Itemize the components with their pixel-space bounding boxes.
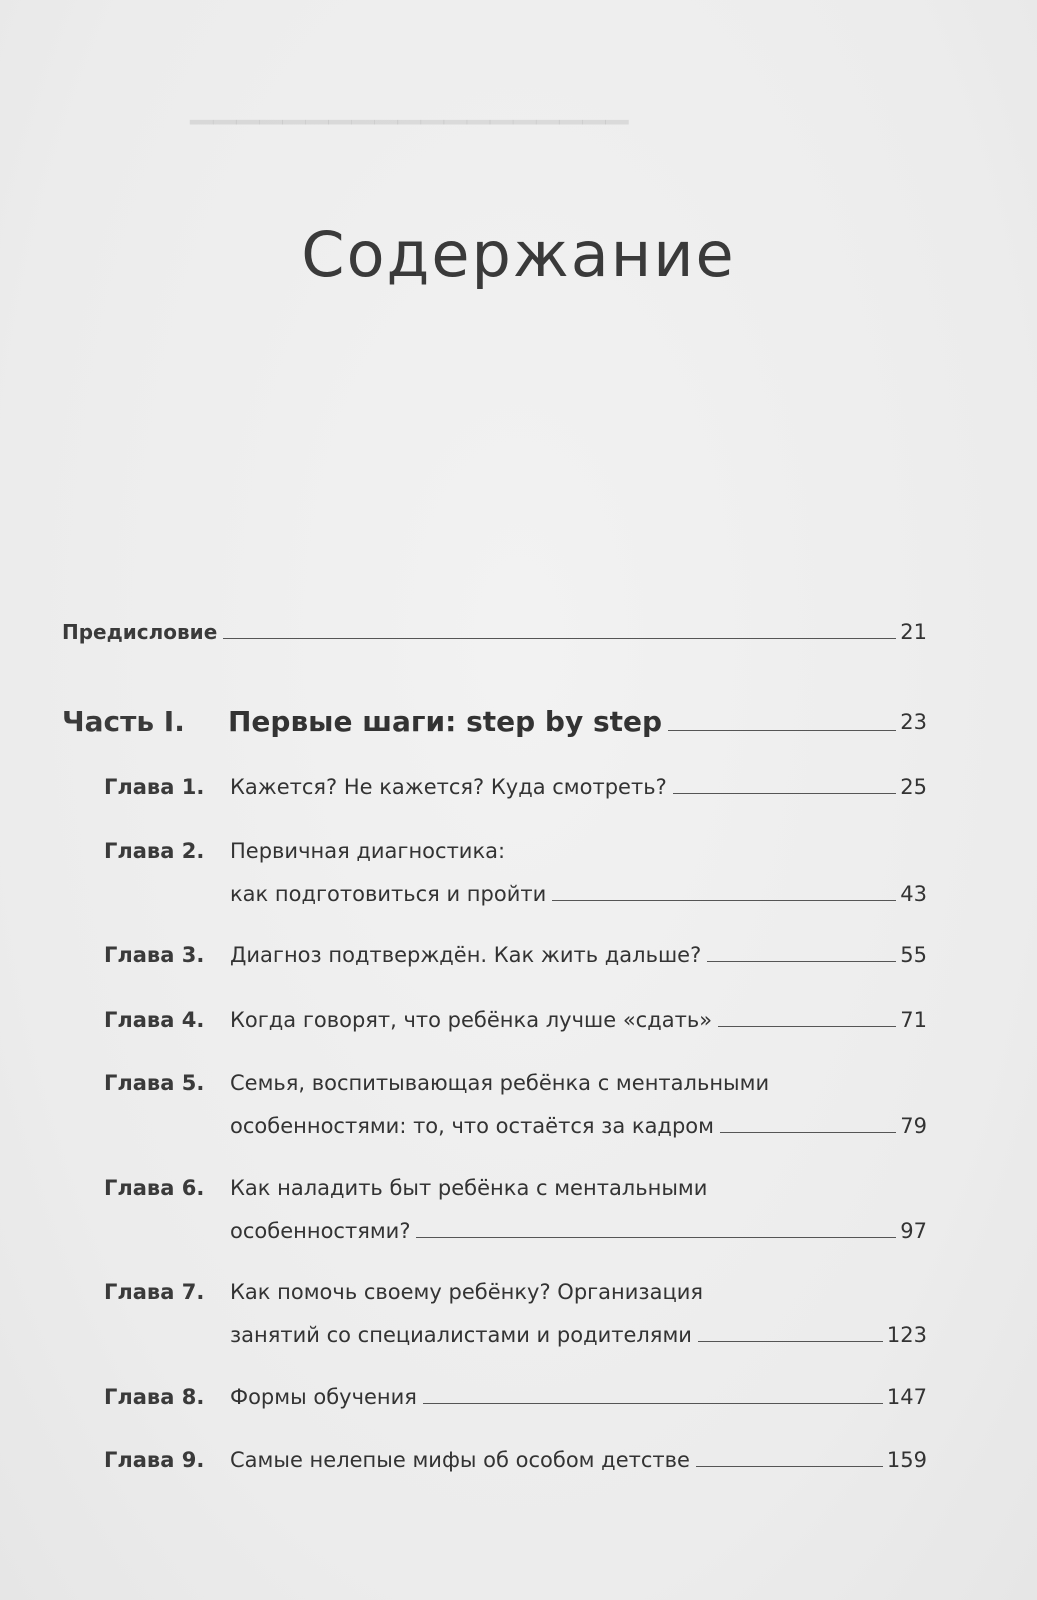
toc-line (230, 772, 927, 802)
dot-leader (720, 1132, 896, 1133)
page-number: 21 (900, 620, 927, 644)
preface-label: Предисловие (62, 620, 218, 644)
toc-line (230, 1320, 927, 1350)
toc-line (230, 836, 505, 866)
chapter-title: Семья, воспитывающая ребёнка с ментальными (230, 1071, 770, 1095)
chapter-label: Глава 1. (104, 775, 205, 799)
chapter-label: Глава 3. (104, 943, 205, 967)
dot-leader (668, 730, 896, 731)
toc-line (230, 1277, 703, 1307)
chapter-title: Формы обучения (230, 1385, 417, 1409)
chapter-title: Диагноз подтверждён. Как жить дальше? (230, 943, 702, 967)
chapter-title: Кажется? Не кажется? Куда смотреть? (230, 775, 667, 799)
chapter-label: Глава 9. (104, 1448, 205, 1472)
chapter-label: Глава 6. (104, 1176, 205, 1200)
toc-line (230, 1068, 769, 1098)
part-label: Часть I. (62, 705, 185, 738)
chapter-label: Глава 7. (104, 1280, 205, 1304)
toc-line (230, 1111, 927, 1141)
chapter-title: особенностями: то, что остаётся за кадром (230, 1114, 714, 1138)
page-number: 25 (900, 775, 927, 799)
page-number: 55 (900, 943, 927, 967)
toc-line (230, 1216, 927, 1246)
chapter-title: Первичная диагностика: (230, 839, 506, 863)
toc-line (230, 1173, 707, 1203)
dot-leader (718, 1026, 896, 1027)
chapter-title: Как наладить быт ребёнка с ментальными (230, 1176, 708, 1200)
toc-line (230, 1382, 927, 1412)
page-number: 23 (900, 710, 927, 734)
page-number: 97 (900, 1219, 927, 1243)
toc-line (228, 702, 927, 742)
chapter-title: Когда говорят, что ребёнка лучше «сдать» (230, 1008, 713, 1032)
chapter-label: Глава 8. (104, 1385, 205, 1409)
dot-leader (423, 1403, 883, 1404)
chapter-title: особенностями? (230, 1219, 411, 1243)
dot-leader (416, 1237, 896, 1238)
page-number: 159 (886, 1448, 927, 1472)
bleed-through-shadow: ▁▁▁▁▁▁▁▁▁▁▁▁▁▁▁▁▁▁▁ (190, 90, 629, 125)
chapter-title: Самые нелепые мифы об особом детстве (230, 1448, 690, 1472)
page-title: Содержание (301, 218, 736, 291)
page-number: 147 (886, 1385, 927, 1409)
page-number: 79 (900, 1114, 927, 1138)
toc-line (230, 940, 927, 970)
toc-line (230, 1445, 927, 1475)
toc-line (230, 879, 927, 909)
dot-leader (696, 1466, 883, 1467)
chapter-title: Как помочь своему ребёнку? Организация (230, 1280, 704, 1304)
dot-leader (223, 638, 896, 639)
chapter-title: как подготовиться и пройти (230, 882, 547, 906)
dot-leader (707, 961, 896, 962)
page-number: 71 (900, 1008, 927, 1032)
dot-leader (698, 1341, 883, 1342)
chapter-title: занятий со специалистами и родителями (230, 1323, 692, 1347)
chapter-label: Глава 2. (104, 839, 205, 863)
chapter-label: Глава 4. (104, 1008, 205, 1032)
toc-line (62, 617, 927, 647)
page-number: 43 (900, 882, 927, 906)
chapter-label: Глава 5. (104, 1071, 205, 1095)
page-number: 123 (886, 1323, 927, 1347)
dot-leader (673, 793, 897, 794)
part-title: Первые шаги: step by step (228, 705, 663, 738)
toc-line (230, 1005, 927, 1035)
dot-leader (552, 900, 896, 901)
